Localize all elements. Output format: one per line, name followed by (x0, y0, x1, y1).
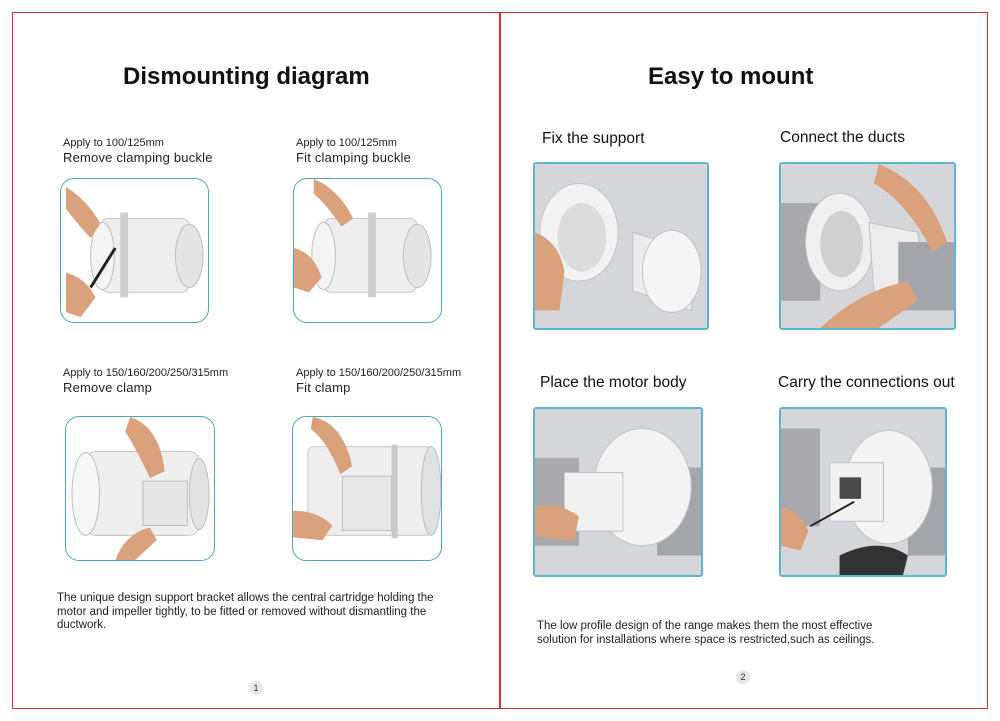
photo-connect-ducts (779, 162, 956, 330)
page-1-note: The unique design support bracket allows the central cartridge holding the motor and impeller tightly, to be fitted or removed without dismantling the ductwork. (57, 592, 434, 631)
fan-photo-icon (61, 179, 208, 322)
step-3-label: Remove clamp (63, 380, 153, 395)
photo-fit-clamp (292, 416, 442, 561)
mount-step-3-label: Place the motor body (540, 374, 687, 391)
page-number-badge: 2 (736, 670, 750, 684)
mount-step-1-label: Fix the support (542, 130, 645, 147)
step-4-label: Fit clamp (296, 380, 351, 395)
step-2-subtitle: Apply to 100/125mm (296, 137, 397, 149)
page-1-title: Dismounting diagram (123, 63, 370, 90)
photo-place-motor-body (533, 407, 703, 577)
step-1-subtitle: Apply to 100/125mm (63, 137, 164, 149)
page-2-title: Easy to mount (648, 63, 814, 90)
page-2 (500, 12, 988, 709)
mount-step-4-label: Carry the connections out (778, 374, 955, 391)
photo-carry-connections-out (779, 407, 947, 577)
step-4-subtitle: Apply to 150/160/200/250/315mm (296, 367, 462, 379)
page-number-badge: 1 (249, 681, 263, 695)
photo-remove-clamp (65, 416, 215, 561)
photo-fix-support (533, 162, 709, 330)
step-3-subtitle: Apply to 150/160/200/250/315mm (63, 367, 229, 379)
step-2-label: Fit clamping buckle (296, 150, 412, 165)
photo-fit-clamping-buckle (293, 178, 442, 323)
mount-step-2-label: Connect the ducts (780, 129, 905, 146)
step-1-label: Remove clamping buckle (63, 150, 213, 165)
photo-remove-clamping-buckle (60, 178, 209, 323)
page-2-note: The low profile design of the range makes them the most effective solution for installations where space is restricted,such as ceilings. (537, 620, 875, 646)
